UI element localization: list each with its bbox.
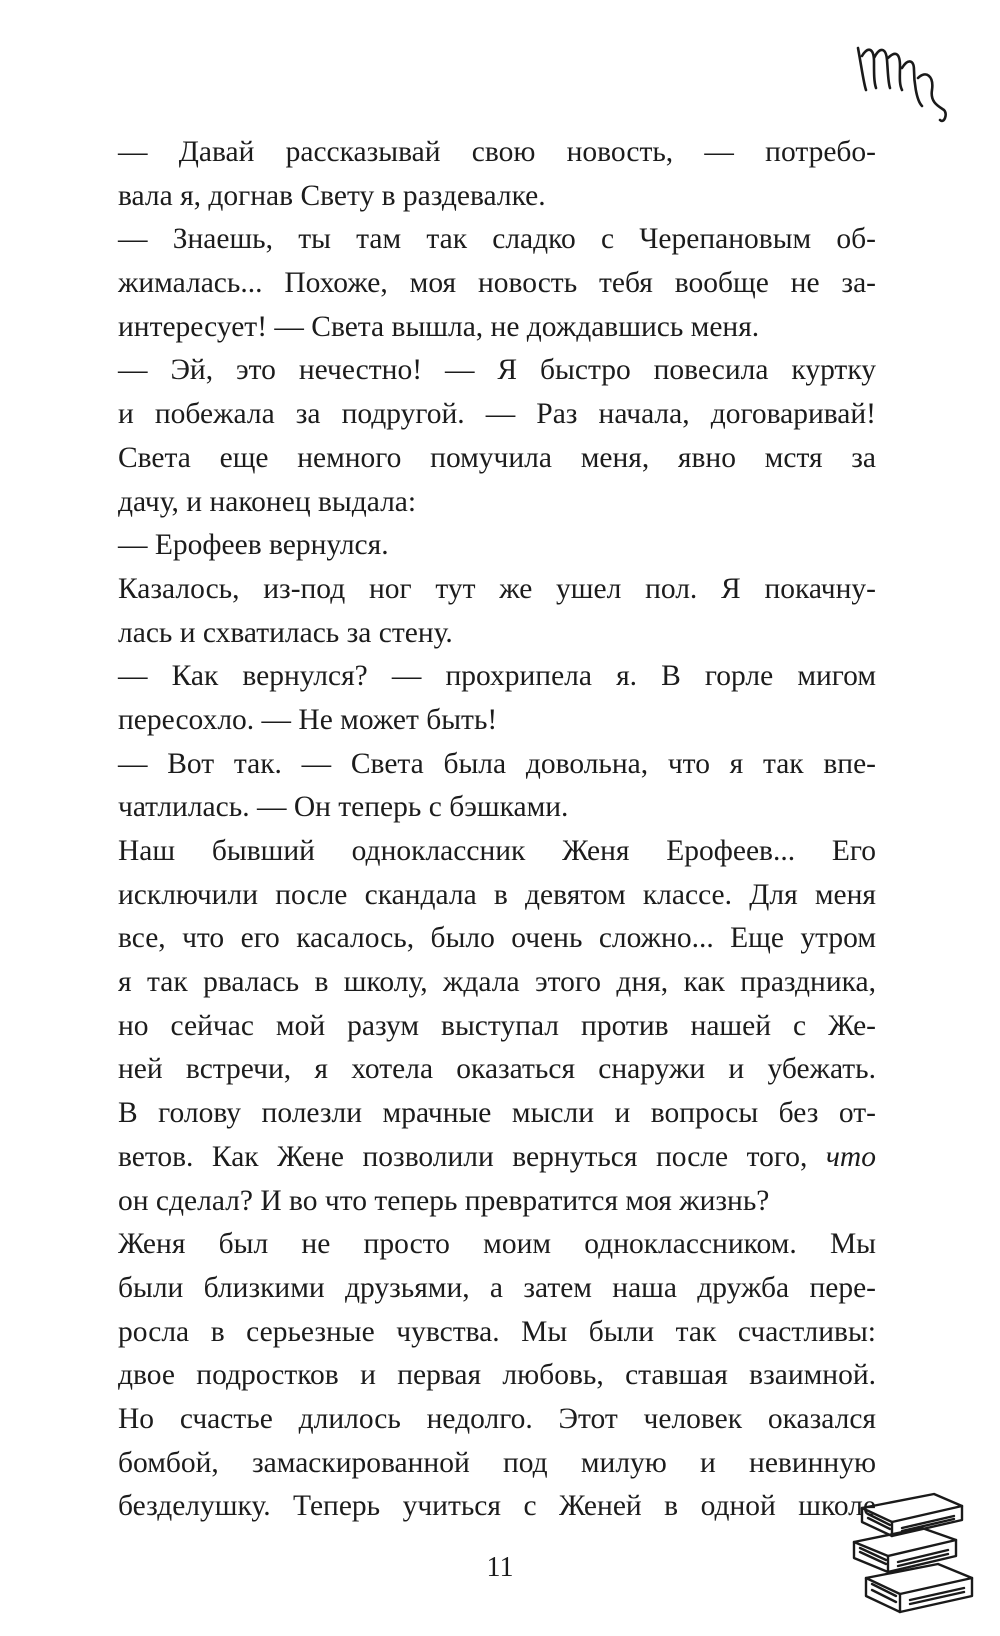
text-line: дачу, и наконец выдала:	[118, 485, 417, 518]
text-line: исключили после скандала в девятом классе. Для меня	[118, 878, 876, 911]
text-line: — Как вернулся? — прохрипела я. В горле мигом	[118, 660, 876, 693]
text-line: Света еще немного помучила меня, явно мстя за	[118, 441, 876, 474]
text-line: росла в серьезные чувства. Мы были так счастливы:	[118, 1315, 876, 1348]
text-line: ветов. Как Жене позволили вернуться после того, что	[118, 1140, 876, 1173]
text-line: но сейчас мой разум выступал против нашей с Же-	[118, 1009, 876, 1042]
text-line: — Ерофеев вернулся.	[118, 529, 389, 562]
text-line: Но счастье длилось недолго. Этот человек оказался	[118, 1402, 876, 1435]
text-line: — Эй, это нечестно! — Я быстро повесила куртку	[118, 354, 876, 387]
text-line: он сделал? И во что теперь превратится моя жизнь?	[118, 1184, 770, 1217]
text-line: ней встречи, я хотела оказаться снаружи и убежать.	[118, 1053, 876, 1086]
text-line: пересохло. — Не может быть!	[118, 703, 498, 736]
text-line: чатлилась. — Он теперь с бэшками.	[118, 791, 569, 824]
text-line: — Знаешь, ты там так сладко с Черепановым об-	[118, 223, 876, 256]
text-line: лась и схватилась за стену.	[118, 616, 453, 649]
page-number: 11	[486, 1552, 514, 1583]
text-line: и побежала за подругой. — Раз начала, договаривай!	[118, 398, 876, 431]
text-line: — Давай рассказывай свою новость, — потребо-	[118, 136, 876, 168]
text-line: В голову полезли мрачные мысли и вопросы без от-	[118, 1097, 876, 1130]
text-line: были близкими друзьями, а затем наша дружба пере-	[118, 1271, 876, 1304]
text-line: вала я, догнав Свету в раздевалке.	[118, 179, 546, 212]
emphasis-word: что	[825, 1140, 876, 1173]
text-line: все, что его касалось, было очень сложно... Еще утром	[118, 922, 876, 955]
text-line: я так рвалась в школу, ждала этого дня, как праздника,	[118, 966, 876, 999]
text-line: Женя был не просто моим одноклассником. Мы	[118, 1228, 876, 1261]
text-line: бомбой, замаскированной под милую и невинную	[118, 1446, 876, 1479]
text-line: — Вот так. — Света была довольна, что я так впе-	[118, 747, 876, 780]
text-line: безделушку. Теперь учиться с Женей в одной школе	[118, 1490, 876, 1523]
body-text	[118, 131, 876, 1529]
text-line: интересует! — Света вышла, не дождавшись меня.	[118, 310, 760, 343]
stacked-books-icon	[838, 1478, 988, 1628]
text-line: жималась... Похоже, моя новость тебя вообще не за-	[118, 267, 876, 300]
handwritten-scribble-icon	[852, 40, 952, 140]
text-line: двое подростков и первая любовь, ставшая взаимной.	[118, 1359, 876, 1392]
text-line: Наш бывший одноклассник Женя Ерофеев... Его	[118, 835, 876, 867]
text-line: Казалось, из-под ног тут же ушел пол. Я покачну-	[118, 572, 876, 605]
